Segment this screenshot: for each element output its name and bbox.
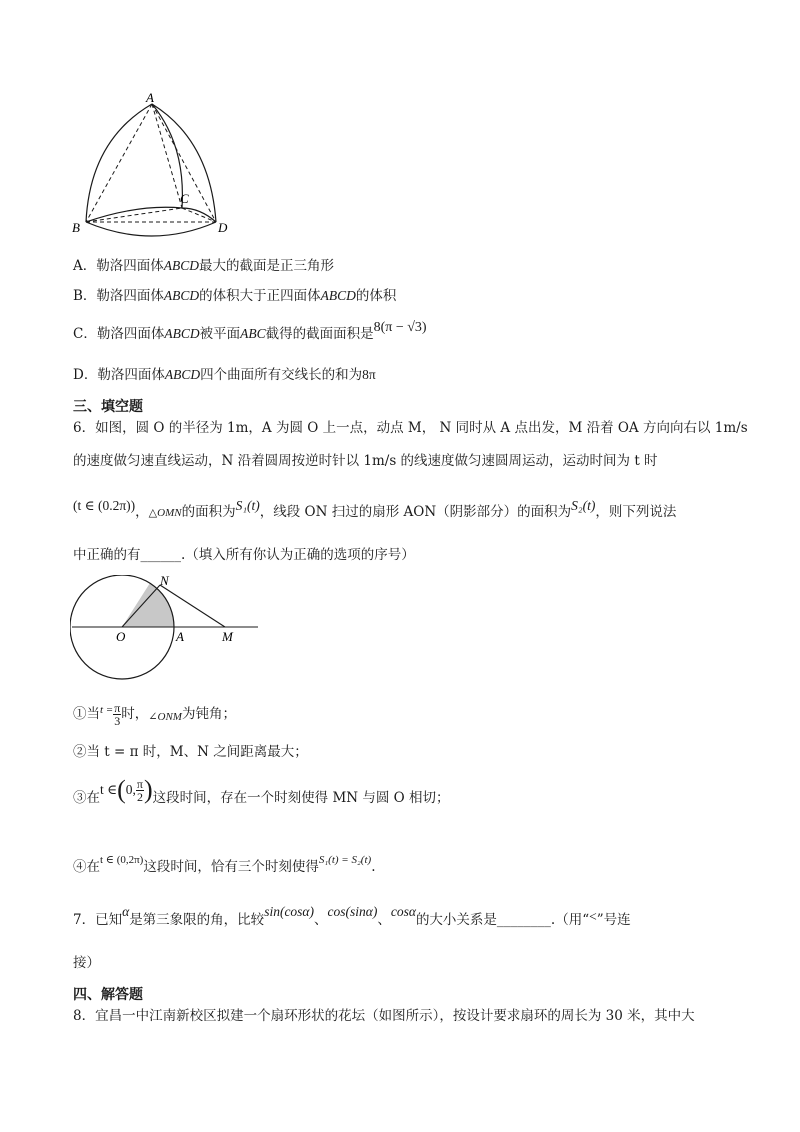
q6-line3: (t ∈ (0.2π))，△OMN的面积为S₁(t)，线段 ON 扫过的扇形 AON（阴影部分）的面积为S₂(t)，则下列说法: [73, 498, 677, 520]
circle-sector-figure: [70, 575, 265, 685]
label-O: O: [116, 629, 126, 644]
option-d: D．勒洛四面体ABCD四个曲面所有交线长的和为8π: [73, 367, 376, 383]
q6-line2: 的速度做匀速直线运动，N 沿着圆周按逆时针以 1m/s 的线速度做匀速圆周运动，运动时间为 t 时: [73, 453, 658, 469]
q7-line2: 接）: [73, 955, 100, 971]
q6-item-3: ③在 t ∈ ( 0, $\frac{\pi}{2}$ ) 这段时间，存在一个时刻使得 MN 与圆 O 相切；: [73, 775, 450, 806]
q6-item-4: ④在$^{t \in (0,2\pi)}$这段时间，恰有三个时刻使得$^{S_1(t) = S_2(t)}$.: [73, 854, 376, 875]
label-N: N: [160, 575, 169, 588]
option-c: C．勒洛四面体ABCD被平面ABC截得的截面面积是8(π − √3): [73, 320, 427, 342]
label-D: D: [218, 220, 228, 235]
q6-item-2: ②当 t = π 时，M、N 之间距离最大；: [73, 744, 308, 760]
label-C: C: [180, 191, 189, 206]
q6-line4: 中正确的有______.（填入所有你认为正确的选项的序号）: [73, 547, 415, 563]
reuleaux-tetrahedron-figure: [68, 90, 238, 240]
q6-line1: 6．如图，圆 O 的半径为 1m，A 为圆 O 上一点，动点 M， N 同时从 A 点出发，M 沿着 OA 方向向右以 1m/s: [73, 420, 748, 436]
section-heading-answer: 四、解答题: [73, 987, 143, 1003]
section-heading-fill-in: 三、填空题: [73, 399, 143, 415]
label-A: A: [146, 90, 154, 105]
q8-line1: 8．宜昌一中江南新校区拟建一个扇环形状的花坛（如图所示），按设计要求扇环的周长为 30 米，其中大: [73, 1008, 695, 1024]
q6-item-1: ①当 t = $\frac{\pi}{3}$ 时， ∠ONM 为钝角；: [73, 700, 236, 728]
label-M: M: [222, 629, 233, 644]
label-B: B: [72, 220, 80, 235]
option-a: A．勒洛四面体ABCD最大的截面是正三角形: [73, 258, 334, 274]
q7-line1: 7．已知α是第三象限的角，比较sin(cosα)、cos(sinα)、cosα的大小关系是________.（用“<”号连: [73, 904, 631, 928]
label-A: A: [176, 629, 184, 644]
option-b: B．勒洛四面体ABCD的体积大于正四面体ABCD的体积: [73, 288, 397, 304]
